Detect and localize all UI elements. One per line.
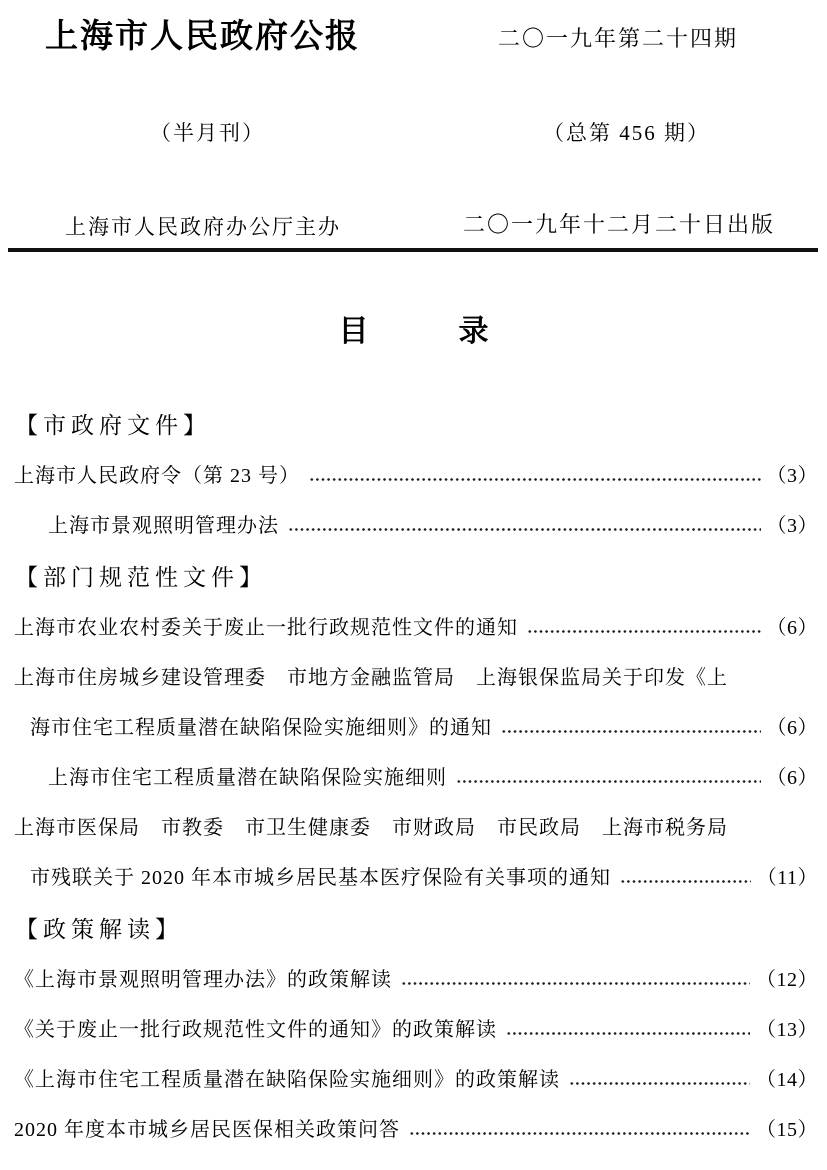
masthead-divider-rule — [8, 248, 818, 252]
toc-entry-line — [14, 515, 818, 537]
toc-entry-line — [14, 465, 818, 487]
toc-entry-text: 上海市住宅工程质量潜在缺陷保险实施细则 — [48, 767, 447, 789]
toc-section — [14, 917, 818, 1141]
page-number: （13） — [756, 1019, 818, 1041]
toc-section — [14, 413, 818, 537]
toc-section — [14, 565, 818, 889]
dot-leader — [527, 628, 761, 635]
section-heading: 【政策解读】 — [15, 917, 183, 942]
dot-leader — [409, 1130, 750, 1137]
toc-entry-text: 《上海市景观照明管理办法》的政策解读 — [14, 969, 392, 991]
toc-entry-text: 上海市农业农村委关于废止一批行政规范性文件的通知 — [14, 617, 518, 639]
toc-entry-text: 《上海市住宅工程质量潜在缺陷保险实施细则》的政策解读 — [14, 1069, 560, 1091]
page-number: （3） — [766, 515, 818, 537]
dot-leader — [501, 728, 761, 735]
page-number: （15） — [756, 1119, 818, 1141]
section-items — [14, 465, 818, 537]
masthead — [0, 0, 827, 253]
toc-entry-text: 2020 年度本市城乡居民医保相关政策问答 — [14, 1119, 400, 1141]
page-number: （6） — [766, 617, 818, 639]
toc-entry-line — [14, 817, 818, 839]
page-number: （6） — [766, 717, 818, 739]
page-number: （3） — [766, 465, 818, 487]
dot-leader — [456, 778, 761, 785]
toc-entry-line — [14, 1019, 818, 1041]
gazette-title: 上海市人民政府公报 — [45, 16, 360, 55]
page-number: （6） — [766, 767, 818, 789]
publisher-line: 上海市人民政府办公厅主办 — [65, 215, 341, 239]
toc-entry-text: 上海市住房城乡建设管理委 市地方金融监管局 上海银保监局关于印发《上 — [14, 667, 728, 689]
toc-entry-text: 上海市人民政府令（第 23 号） — [14, 465, 300, 487]
section-items — [14, 617, 818, 889]
dot-leader — [288, 526, 761, 533]
page-number: （12） — [756, 969, 818, 991]
toc-entry-text: 《关于废止一批行政规范性文件的通知》的政策解读 — [14, 1019, 497, 1041]
section-heading: 【部门规范性文件】 — [15, 565, 267, 590]
toc-entry-line — [14, 969, 818, 991]
section-heading: 【市政府文件】 — [15, 413, 211, 438]
total-issue-number: （总第 456 期） — [543, 121, 710, 145]
toc-entry-line — [14, 717, 818, 739]
section-items — [14, 969, 818, 1141]
toc-entry-text: 海市住宅工程质量潜在缺陷保险实施细则》的通知 — [30, 717, 492, 739]
page-number: （14） — [756, 1069, 818, 1091]
table-of-contents — [0, 413, 827, 1141]
issue-number: 二〇一九年第二十四期 — [498, 26, 739, 51]
toc-entry-line — [14, 767, 818, 789]
toc-entry-line — [14, 667, 818, 689]
toc-entry-line — [14, 1119, 818, 1141]
toc-entry-text: 上海市景观照明管理办法 — [48, 515, 279, 537]
toc-entry-text: 市残联关于 2020 年本市城乡居民基本医疗保险有关事项的通知 — [30, 867, 611, 889]
toc-entry-line — [14, 1069, 818, 1091]
toc-title: 目 录 — [338, 314, 489, 349]
dot-leader — [569, 1080, 750, 1087]
page-number: （11） — [756, 867, 818, 889]
dot-leader — [401, 980, 750, 987]
publish-date: 二〇一九年十二月二十日出版 — [463, 212, 776, 237]
dot-leader — [309, 476, 761, 483]
toc-entry-line — [14, 867, 818, 889]
toc-entry-text: 上海市医保局 市教委 市卫生健康委 市财政局 市民政局 上海市税务局 — [14, 817, 728, 839]
toc-entry-line — [14, 617, 818, 639]
periodicity-label: （半月刊） — [150, 121, 265, 145]
dot-leader — [620, 878, 751, 885]
dot-leader — [506, 1030, 750, 1037]
